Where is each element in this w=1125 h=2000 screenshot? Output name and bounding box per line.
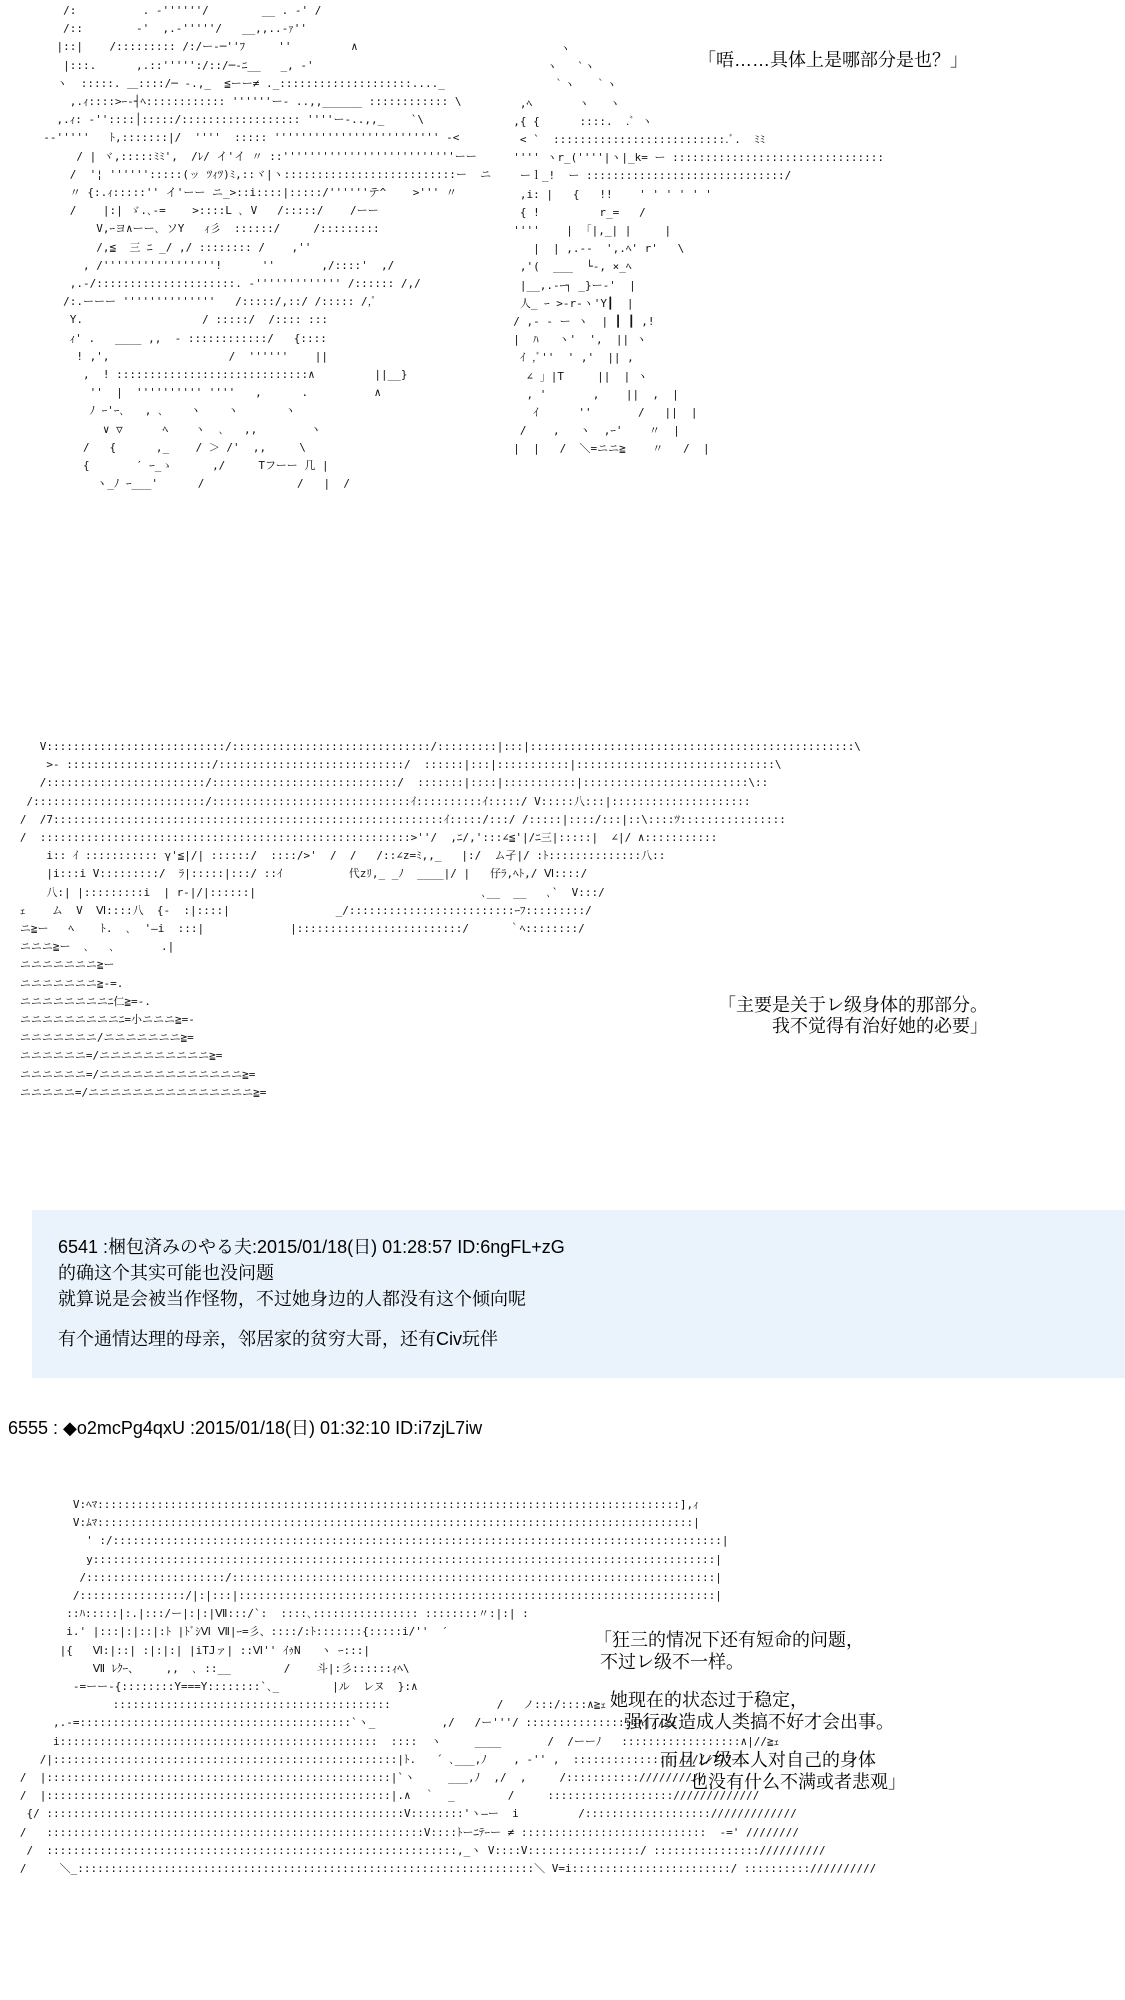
- post-6541-line-2: 就算说是会被当作怪物，不过她身边的人都没有这个倾向呢: [58, 1289, 526, 1309]
- scene3-dialogue: 「狂三的情况下还有短命的问题， 不过レ级不一样。 她现在的状态过于稳定， 强行改造成人类搞不好才会出事。 而且レ级本人对自己的身体 也没有什么不满或者悲观」: [594, 1630, 906, 1792]
- scene1-ascii-art-left: /: . -''''''/ __ . -' / /:: -' ,.-'''''/ __,,..-ｧ'' |::| /::::::::: /:/ー-─''ﾌ '' ∧ |:::. ,.::''''':/::/─-ﾆ__ _, -' ヽ :::::. ＿::::/─ -.,_ ≦ーー≠ ._::::::::::::::::::::...._ ,.ｨ::::>ｰ-┤ﾍ:::::::::::: ''''''ー- ..,,______ :::::::::::: \ ,.ｨ: ‐''::::│:::::/:::::::::::::::::: ''''ー-..,,_ `\ -‐''''' ﾄ,:::::::|/ '''' ::::: ''''''''''''''''''''''''' -< / | ヾ,:::::ﾐﾐ', /ﾚ/ イ'イ 〃 ::''''''''''''''''''''''''''ーー / '¦ '''''':::::(ッ ﾂｨﾂ)ﾐ,::ヾ|ヽ::::::::::::::::::::::::::ー ニ 〃 {:.ｨ:::::'' イ'ーー ニ_>::i::::|:::::/''''''テ^ >''' 〃 / |:| ゞ.､-= >::::L ､ V /:::::/ /ーー V,ｰヨ∧ーー､ ソY ｨ彡 ::::::/ /::::::::: /,≦ 三 ﾆ _/ ,/ :::::::: / ,'' , /'''''''''''''''''! '' ,/::::' ,/ ,.-/:::::::::::::::::::::. -''''''''''''' /:::::: /,/ /:.ーーー '''''''''''''' /:::::/,::/ /::::: /,ﾟ Y. / :::::/ /:::: ::: ｨ' . ____ ,, - ::::::::::::/ {:::: ! ,', / '''''' || , ! :::::::::::::::::::::::::::::∧ ||__} '' | '''''''''' '''' , . ∧ ﾉ ｰ'ｰ､ , ､ ヽ ヽ ヽ ∨ ▽ ﾍ ヽ ､ ,, ヽ / { ,_ / ＞ /' ,, \ { ′ ｰ_ゝ ,/ Tフーー 几 | ヽ_ﾉ ｰ___' / / | /: [43, 4, 492, 491]
- scene2-ascii-art: V:::::::::::::::::::::::::::/::::::::::::::::::::::::::::::/:::::::::|:::|:::::::::::::::::::::::::::::::::::::::::::::::::\ >- ::::::::::::::::::::::/::::::::::::::::::::::::::::/ ::::::|:::|:::::::::::|::::::::::::::::::::::::::::::\ /::::::::::::::::::::::::/::::::::::::::::::::::::::::/ :::::::|::::|:::::::::::|:::::::::::::::::::::::::\:: /::::::::::::::::::::::::::/::::::::::::::::::::::::::::::ｲ::::::::::ｲ:::::/ V:::::八:::|::::::::::::::::::::: / /7:::::::::::::::::::::::::::::::::::::::::::::::::::::::::::ｲ:::::/:::/ /:::::|::::/:::|::\::::ﾂ:::::::::::::::: / ::::::::::::::::::::::::::::::::::::::::::::::::::::::::>''/ ,ﾆ/,':::∠≦'|/ﾆ三|:::::| ∠|/ ∧::::::::::: i:: ｲ ::::::::::: γ'≦|/| ::::::/ ::::/>' / / /::∠z=ﾐ,,_ |:/ ム孑|/ :ﾄ::::::::::::::八:: |i:::i V:::::::::/ ﾗ|:::::|:::/ ::ｲ 代zﾘ,_ _ﾉ ____|/ | 仔ﾗ,ﾍﾄ,/ Ⅵ::::/ 八:| |:::::::::i | r-|/|::::::| ､__ __ ､` V:::/ ｪ ム V Ⅵ::::八 {‐ :|::::| _/:::::::::::::::::::::::::ｰﾌ:::::::::/ ニ≧ー ﾍ ﾄ. ､ '―i :::| |:::::::::::::::::::::::::/ ｀ﾍ::::::::/ ニニニ≧ー ､ ､ .| ニニニニニニニ≧ー ニニニニニニニ≧-=. ニニニニニニニニﾆ仁≧=-. ニニニニニニニニニﾆ=小ニニニ≧=- ニニニニニニニ/ニニニニニニニ≧= ニニニニニニ=/ニニニニニニニニニニ≧= ニニニニニニ=/ニニニニニニニニニニニニニ≧= ニニニニニ=/ニニニニニニニニニニニニニニニ≧=: [19, 740, 861, 1099]
- scene1-dialogue: 「唔……具体上是哪部分是也？」: [698, 50, 968, 70]
- post-6541-line-3: 有个通情达理的母亲，邻居家的贫穷大哥，还有Civ玩伴: [58, 1329, 498, 1349]
- post-6541-header: 6541 :梱包済みのやる夫:2015/01/18(日) 01:28:57 ID:6ngFL+zG: [58, 1237, 565, 1257]
- scene2-dialogue: 「主要是关于レ级身体的那部分。 我不觉得有治好她的必要」: [718, 995, 988, 1036]
- post-6555-header: 6555 : ◆o2mcPg4qxU :2015/01/18(日) 01:32:10 ID:i7zjL7iw: [8, 1418, 483, 1438]
- post-6541-line-1: 的确这个其实可能也没问题: [58, 1263, 274, 1283]
- scene1-ascii-art-right: ヽ ヽ `ヽ ｀ヽ ｀ヽ ,ﾍ ヽ ヽ ,{ { ::::. .ﾞ ヽ < ` ::::::::::::::::::::::::::.ﾞ. ﾐﾐ '''' ヽr_(''''|ヽ|_k= ー :::::::::::::::::::::::::::::::: ーｌ_! ー ::::::::::::::::::::::::::::::/ ,i: | { !! ' ' ' ' ' ' { ! r_= / '''' | ｢|,_| | | | | ,.-- ',.ﾍ' r' \ ,'( ___ └-, ×_ﾍ |__,.-ｰ┐ _}ー-' | 人_ ｰ >-r‐ヽ'Y┃ | / ,- - ー ヽ | ┃ ┃ ,! | ﾊ ヽ' ', || ヽ ｲ ,ﾞ'' ' ,' || , ∠ 」|T || | ヽ , ' , || , | ｲ '' / || | / , ヽ ,ｰ' 〃 | | | / ＼=ニニ≧ 〃 / |: [513, 42, 884, 456]
- post-6541: [32, 1210, 1125, 1378]
- scene3-ascii-art: V:ﾍﾏ::::::::::::::::::::::::::::::::::::::::::::::::::::::::::::::::::::::::::::::::::::::::],ｨ V:ﾑﾏ::::::::::::::::::::::::::::::::::::::::::::::::::::::::::::::::::::::::::::::::::::::::::| ' :/::::::::::::::::::::::::::::::::::::::::::::::::::::::::::::::::::::::::::::::::::::::::::::| y::::::::::::::::::::::::::::::::::::::::::::::::::::::::::::::::::::::::::::::::::::::::::::::| /:::::::::::::::::::::/:::::::::::::::::::::::::::::::::::::::::::::::::::::::::::::::::::::::::| /::::::::::::::::/|:|:::|::::::::::::::::::::::::::::::::::::::::::::::::::::::::::::::::::::::::| ::ﾊ:::::|:.|:::/ー|:|:|Ⅶ:::/`: ::::､:::::::::::::::: ::::::::〃:|:| : i.' |:::|:|::|:ﾄ |ﾄﾞｼⅥ Ⅶ|ｰ=彡、::::/:ﾄ:::::::{:::::i/'' ′ |{ Ⅵ:|::| :|:|:| |iTJァ| ::Ⅵ'' ｲｩN ヽ ｰ:::| Ⅶ ﾚｸｰ、 ,, ､ ::__ / 斗|:彡::::::ｨﾍ\ -=ーー-{::::::::Y===Y::::::::`､_ |ル レヌ }:∧ :::::::::::::::::::::::::::::::::::::::::: / ノ:::/::::∧≧ｪ ,.-=:::::::::::::::::::::::::::::::::::::::::`ヽ_ ,/ /ー'''/ :::::::::::::::::∧|//≧ｪ i:::::::::::::::::::::::::::::::::::::::::::::::: :::: ヽ ____ / /ーーﾉ ::::::::::::::::::∧|//≧ｪ /|::::::::::::::::::::::::::::::::::::::::::::::::::::|ﾄ. ´ ､___,ﾉ , -'' , :::::::::::::::://///777ｰ / |::::::::::::::::::::::::::::::::::::::::::::::::::::|`ヽ ___,ﾉ ,/ , /:::::::::::////////// / |::::::::::::::::::::::::::::::::::::::::::::::::::::|.∧ ｀ _ / :::::::::::::::::::///////////// {/ ::::::::::::::::::::::::::::::::::::::::::::::::::::::V::::::::'ヽ―ー i /:::::::::::::::::::///////////// / :::::::::::::::::::::::::::::::::::::::::::::::::::::::::V::::ﾄーﾆﾃｰー ≠ :::::::::::::::::::::::::::: -=' //////// / ::::::::::::::::::::::::::::::::::::::::::::::::::::::::::::::,_ヽ V::::V:::::::::::::::::/ ::::::::::::::::////////// / ＼_:::::::::::::::::::::::::::::::::::::::::::::::::::::::::::::::::::::＼ V=i::::::::::::::::::::::::/ :::::::::://////////: [19, 1498, 877, 1876]
